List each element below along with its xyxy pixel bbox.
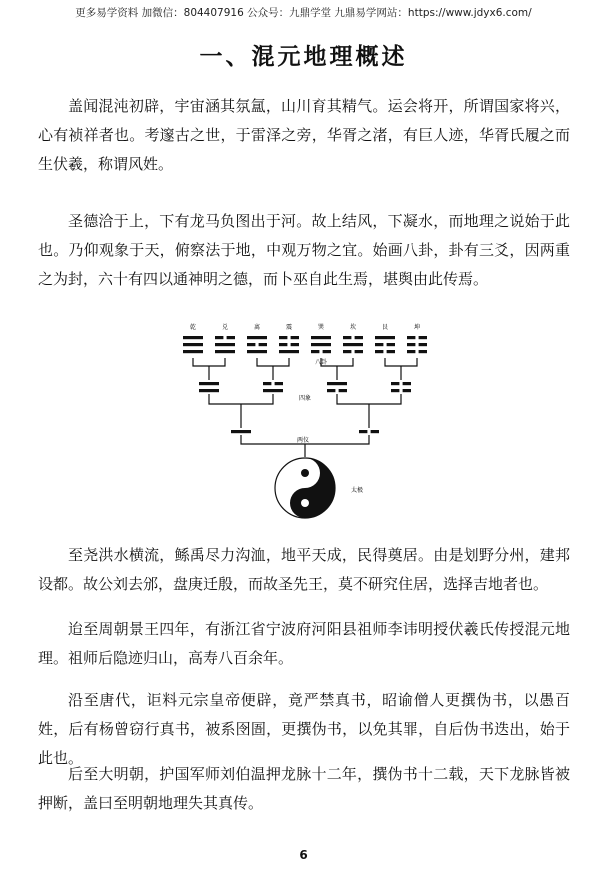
sixiang-line (339, 389, 347, 392)
trigram-line (407, 336, 415, 339)
bagua-diagram (175, 322, 435, 532)
trigram-line (419, 336, 427, 339)
paragraph-1: 盖闻混沌初辟，宇宙涵其氛氲，山川育其精气。运会将开，所谓国家将兴，心有祯祥者也。考邃古之世，于雷泽之旁，华胥之渚，有巨人迹，华胥氏履之而生伏羲，称谓风姓。 (38, 97, 570, 173)
trigram-line (227, 336, 235, 339)
paragraph-5: 沿至唐代，讵料元宗皇帝便辟，竟严禁真书，昭谕僧人更撰伪书，以愚百姓，后有杨曾窃行真书，被系囹圄，更撰伪书，以免其罪，自后伪书迭出，始于此也。 (38, 691, 570, 767)
trigram-line (387, 350, 395, 353)
page-number: 6 (299, 848, 308, 862)
sixiang-line (263, 389, 283, 392)
liangyi-label: 两仪 (297, 437, 310, 444)
trigram-label: 兑 (221, 324, 229, 331)
taiji-symbol (275, 458, 335, 518)
sixiang-label: 四象 (299, 395, 312, 402)
trigram-line (279, 350, 299, 353)
trigram-line (279, 336, 287, 339)
connector-line (209, 394, 273, 428)
trigram-line (215, 343, 235, 346)
liangyi-line (371, 430, 379, 433)
sixiang-line (263, 382, 271, 385)
sixiang-line (199, 389, 219, 392)
trigram-line (387, 343, 395, 346)
connector-line (337, 394, 401, 428)
trigram-label: 离 (253, 324, 261, 331)
sixiang-line (403, 389, 411, 392)
trigram-label: 坎 (349, 324, 357, 331)
trigram-line (407, 350, 415, 353)
trigram-line (183, 350, 203, 353)
trigram-line (183, 336, 203, 339)
trigram-line (343, 343, 363, 346)
trigram-line (355, 350, 363, 353)
trigram-label: 艮 (381, 324, 389, 331)
liangyi-line (359, 430, 367, 433)
trigram-line (279, 343, 287, 346)
liangyi-line (231, 430, 251, 433)
trigram-line (259, 343, 267, 346)
page-title: 一、混元地理概述 (199, 44, 408, 70)
sixiang-line (327, 389, 335, 392)
trigram-line (343, 336, 351, 339)
trigram-line (375, 343, 383, 346)
trigram-label: 震 (285, 324, 293, 331)
paragraph-3: 至尧洪水横流，鲧禹尽力沟洫，地平天成，民得奠居。由是划野分州，建邦设都。故公刘去邠，盘庚迁殷，而故圣先王，莫不研究住居，选择吉地者也。 (38, 546, 570, 593)
connector-line (193, 358, 225, 380)
connector-line (257, 358, 289, 380)
trigram-line (355, 336, 363, 339)
trigram-line (291, 343, 299, 346)
trigram-line (375, 350, 383, 353)
trigram-line (311, 343, 331, 346)
connector-line (385, 358, 417, 380)
trigram-line (247, 343, 255, 346)
trigram-line (375, 336, 395, 339)
taiji-label: 太极 (351, 487, 364, 494)
trigram-line (419, 343, 427, 346)
trigram-label: 乾 (189, 324, 197, 331)
page-header: 更多易学资料 加微信：804407916 公众号：九鼎学堂 九鼎易学网站：https://www.jdyx6.com/ (75, 7, 532, 19)
trigram-line (183, 343, 203, 346)
paragraph-4: 迨至周朝景王四年，有浙江省宁波府河阳县祖师李讳明授伏羲氏传授混元地理。祖师后隐迹归山，高寿八百余年。 (38, 620, 570, 667)
paragraph-6: 后至大明朝，护国军师刘伯温押龙脉十二年，撰伪书十二载，天下龙脉皆被押断，盖曰至明朝地理失其真传。 (38, 765, 570, 812)
trigram-line (323, 350, 331, 353)
trigram-line (311, 336, 331, 339)
sixiang-line (275, 382, 283, 385)
trigram-line (407, 343, 415, 346)
trigram-line (343, 350, 351, 353)
trigram-label: 坤 (413, 324, 421, 331)
trigram-line (247, 336, 267, 339)
trigram-line (419, 350, 427, 353)
trigram-line (291, 336, 299, 339)
trigram-line (247, 350, 267, 353)
trigram-line (215, 336, 223, 339)
paragraph-2: 圣德洽于上，下有龙马负图出于河。故上结风，下凝水，而地理之说始于此也。乃仰观象于天，俯察法于地，中观万物之宜。始画八卦，卦有三爻，因两重之为封，六十有四以通神明之德，而卜巫自此生焉，堪舆由此传焉。 (38, 212, 570, 288)
sixiang-line (327, 382, 347, 385)
bagua-label: 八卦 (315, 359, 328, 366)
sixiang-line (199, 382, 219, 385)
sixiang-line (403, 382, 411, 385)
trigram-label: 巽 (317, 324, 325, 331)
trigram-line (215, 350, 235, 353)
sixiang-line (391, 389, 399, 392)
trigram-line (311, 350, 319, 353)
sixiang-line (391, 382, 399, 385)
